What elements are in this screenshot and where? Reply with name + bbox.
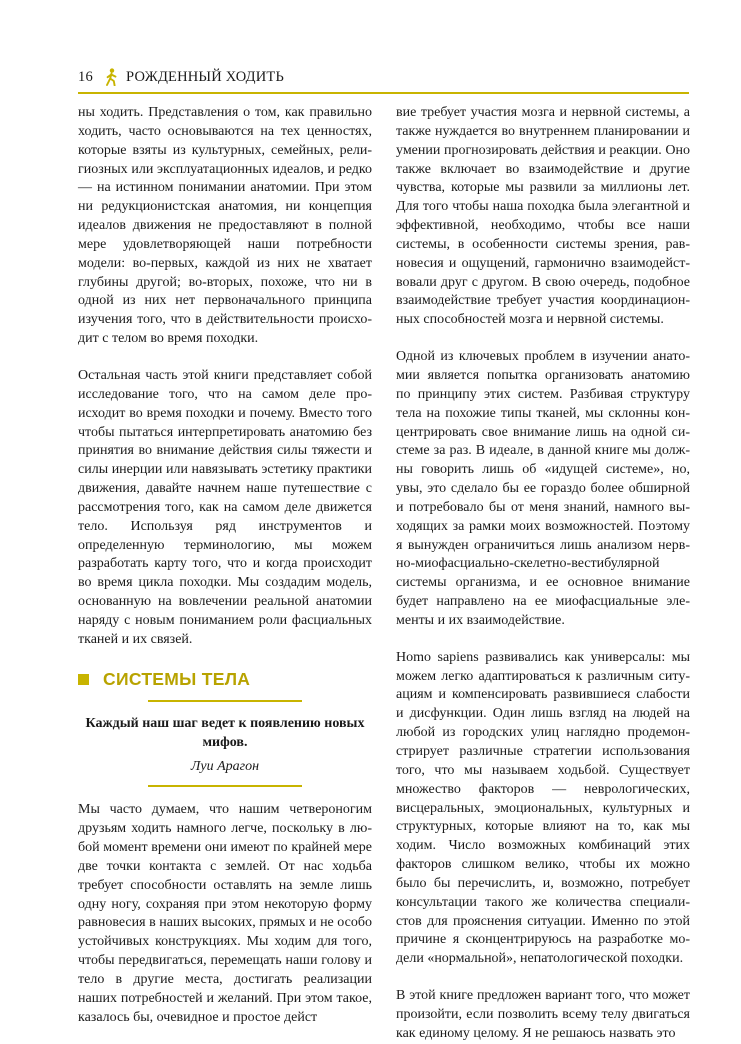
section-square-icon xyxy=(78,674,89,685)
epigraph-bottom-rule xyxy=(148,785,302,787)
epigraph-top-rule xyxy=(148,700,302,702)
walking-person-icon xyxy=(104,68,118,86)
epigraph-quote: Каждый наш шаг ведет к появлению новых мифов. xyxy=(85,716,365,751)
running-header xyxy=(78,66,689,88)
epigraph-author: Луи Арагон xyxy=(190,759,260,775)
right-paragraph-2: Одной из ключевых проблем в изучении анатомии является попытка организовать анатомию по принципу этих систем. Разбивая структуру тела на похожие типы тканей, мы склонны концентрировать свое внимание лишь на одной системе за раз. В идеале, в данной книге мы должны говорить лишь об «идущей системе», но, увы, это сделало бы ее гораздо более обширной и потребовало бы от меня знаний, намного выходящих за рамки моих возможностей. Поэтому я вынужден ограничиться лишь анализом нервно-миофасциально-скелетно-вестибулярной системы организма, и ее основное внимание будет направлено на ее миофасциальные элементы и их взаимодействие. xyxy=(396,349,690,628)
right-paragraph-4: В этой книге предложен вариант того, что может произойти, если позволить всему телу двигаться как единому целому. Я не решаюсь назвать это xyxy=(396,988,690,1041)
right-paragraph-1: вие требует участия мозга и нервной системы, а также нуждается во внутреннем планировании и умении прогнозировать действия и реакции. Оно также включает во взаимодействие и другие чувства, которые мы развили за миллионы лет. Для того чтобы наша походка была элегантной и эффективной, необходимо, чтобы все наши системы, в особенности системы зрения, равновесия и ощущений, гармонично взаимодействовали друг с другом. В свою очередь, подобное взаимодействие требует участия координационных способностей мозга и нервной системы. xyxy=(396,105,690,328)
section-heading xyxy=(78,670,372,689)
left-paragraph-1: ны ходить. Представления о том, как правильно ходить, часто основываются на тех ценностях, которые взяты из культурных, семейных, религиозных или эксплуатационных идеалов, и редко — на истинном понимании анатомии. При этом ни редукционистская анатомия, ни концепция идеалов движения не предоставляют в полной мере удовлетворяющей наши потребности модели: во-первых, каждой из них не хватает глубины другой; во-вторых, похоже, что ни в одной из них нет первоначального принципа изучения того, что в действительности происходит с телом во время походки. xyxy=(78,105,372,347)
section-title: СИСТЕМЫ ТЕЛА xyxy=(103,668,251,689)
book-title: РОЖДЕННЫЙ ХОДИТЬ xyxy=(126,68,285,85)
right-paragraph-3: Homo sapiens развивались как универсалы: мы можем легко адаптироваться к различным ситуациям и компенсировать развившиеся слабости и дисфункции. Один лишь взгляд на людей на любой из городских улиц наглядно продемонстрирует различные стратегии использования того, что мы называем ходьбой. Существует множество факторов — неврологических, висцеральных, эмоциональных, культурных и структурных, которые влияют на то, как мы ходим. Число возможных комбинаций этих факторов слишком велико, чтобы их можно было бы перечислить, и, возможно, потребует консультации такого же количества специалистов для прояснения ситуации. Именно по этой причине я сконцентрируюсь на разработке модели «нормальной», непатологической походки. xyxy=(396,649,690,967)
left-column xyxy=(78,104,372,1027)
page-number: 16 xyxy=(78,68,93,85)
header-divider xyxy=(78,92,689,94)
right-column xyxy=(396,104,690,1044)
left-paragraph-3: Мы часто думаем, что нашим четвероногим друзьям ходить намного легче, поскольку в любой момент времени они имеют по крайней мере две точки контакта с землей. От нас ходьба требует способности оставлять на земле лишь одну ногу, сохраняя при этом некоторую форму равновесия в наших высоких, прямых и не особо устойчивых конструкциях. Мы ходим для того, чтобы передвигаться, перемещать наши голову и тело в другие места, достигать реализации наших потребностей и желаний. При этом такое, казалось бы, очевидное и простое дейст xyxy=(78,802,372,1025)
left-paragraph-2: Остальная часть этой книги представляет собой исследование того, что на самом деле происходит во время походки и почему. Вместо того чтобы пытаться интерпретировать анатомию без принятия во внимание действия силы тяжести и силы инерции или навязывать эстетику практики движения, давайте начнем наше путешествие с рассмотрения того, как на самом деле движется тело. Используя ряд инструментов и определенную терминологию, мы можем разработать карту того, что и когда происходит во время цикла походки. Мы создадим модель, основанную на вовлечении реальной анатомии наряду с новым пониманием роли фасциальных тканей и их связей. xyxy=(78,367,372,647)
